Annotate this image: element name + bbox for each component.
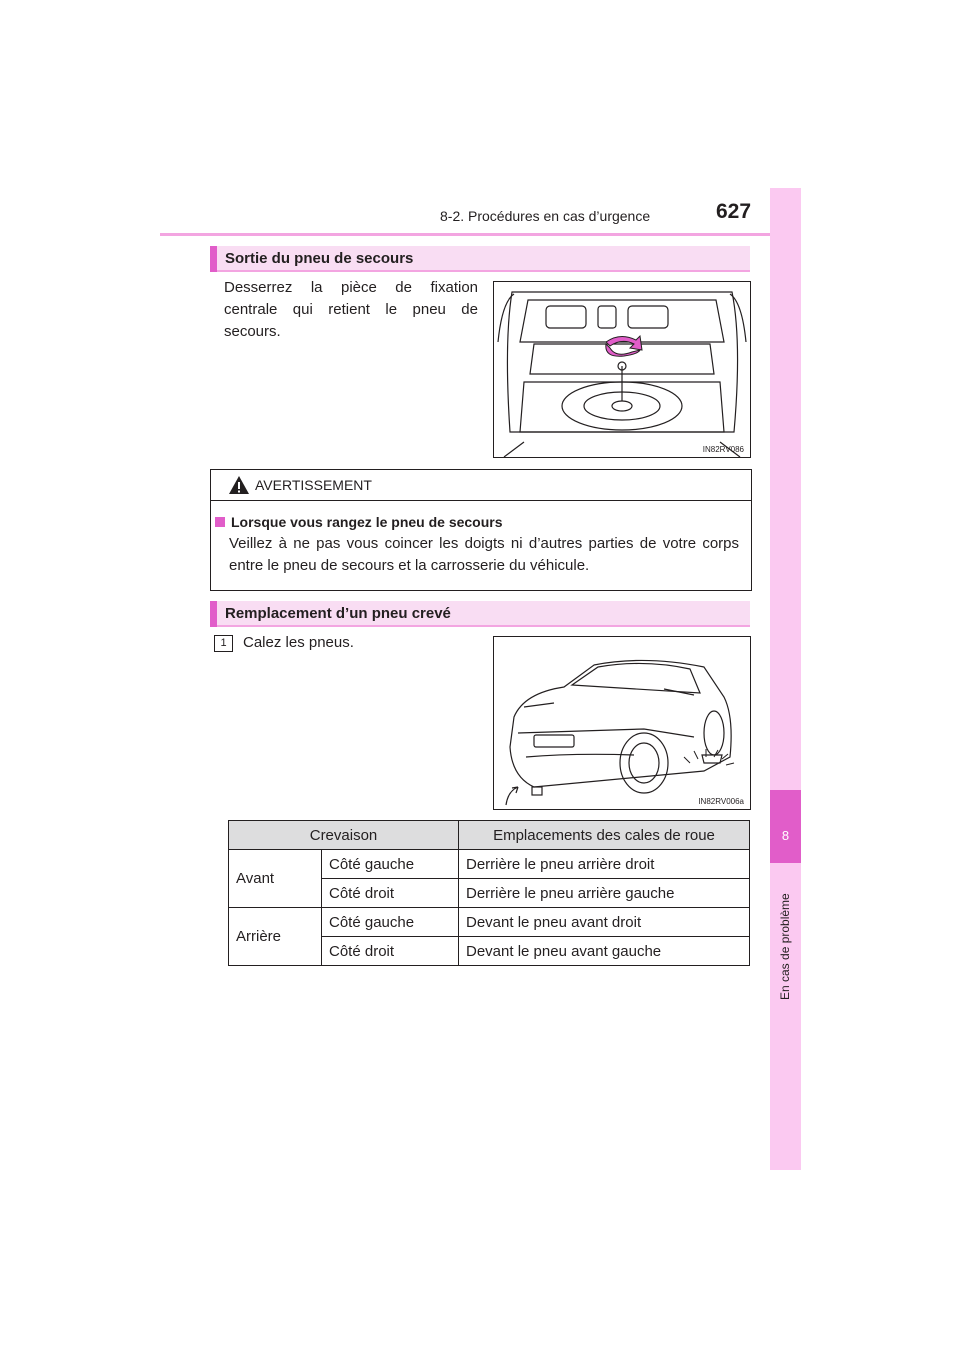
table-cell-side: Côté droit [322,879,459,908]
section-heading-spare-tire [210,246,750,272]
chapter-number: 8 [781,828,790,843]
trunk-spare-tire-illustration [493,281,751,458]
table-cell-location: Devant le pneu avant gauche [459,937,750,966]
chapter-side-tab [770,188,801,1170]
car-wheel-chock-illustration [493,636,751,810]
table-row [229,908,750,937]
car-drawing [494,637,750,809]
warning-header [211,470,751,501]
page-number: 627 [716,200,752,223]
section-heading-flat-tire [210,601,750,627]
table-cell-side: Côté droit [322,937,459,966]
warning-subtitle [215,514,503,530]
step-number-box: 1 [214,635,233,652]
warning-title: AVERTISSEMENT [255,477,372,493]
section-heading-text: Sortie du pneu de secours [225,250,414,267]
header-rule [160,233,800,236]
table-cell-location: Derrière le pneu arrière droit [459,850,750,879]
table-row [229,850,750,879]
step-text: Calez les pneus. [243,634,354,651]
table-cell-side: Côté gauche [322,908,459,937]
spare-tire-instruction: Desserrez la pièce de fixation centrale qui retient le pneu de secours. [224,279,478,340]
table-group-label: Arrière [229,908,322,966]
table-cell-location: Devant le pneu avant droit [459,908,750,937]
chapter-number-tab [770,790,801,863]
trunk-drawing [494,282,750,457]
bullet-square-icon [215,517,225,527]
heading-accent-bar [210,601,217,627]
table-header-locations: Emplacements des cales de roue [459,821,750,850]
heading-accent-bar [210,246,217,272]
table-cell-location: Derrière le pneu arrière gauche [459,879,750,908]
table-header-row [229,821,750,850]
figure-code: IN82RV006a [698,797,744,806]
warning-box [210,469,752,591]
section-heading-text: Remplacement d’un pneu crevé [225,605,451,622]
warning-triangle-icon [229,476,249,494]
header-section-title: 8-2. Procédures en cas d’urgence [440,208,651,224]
warning-subtitle-text: Lorsque vous rangez le pneu de secours [231,514,503,530]
table-group-label: Avant [229,850,322,908]
chapter-label: En cas de problème [778,893,792,1000]
table-cell-side: Côté gauche [322,850,459,879]
warning-text: Veillez à ne pas vous coincer les doigts ni d’autres parties de votre corps entre le pneu de secours et la carrosserie du véhicule. [229,535,739,574]
figure-code: IN82RV086 [702,445,744,454]
table-header-crevaison: Crevaison [229,821,459,850]
wheel-chock-table [228,820,750,966]
